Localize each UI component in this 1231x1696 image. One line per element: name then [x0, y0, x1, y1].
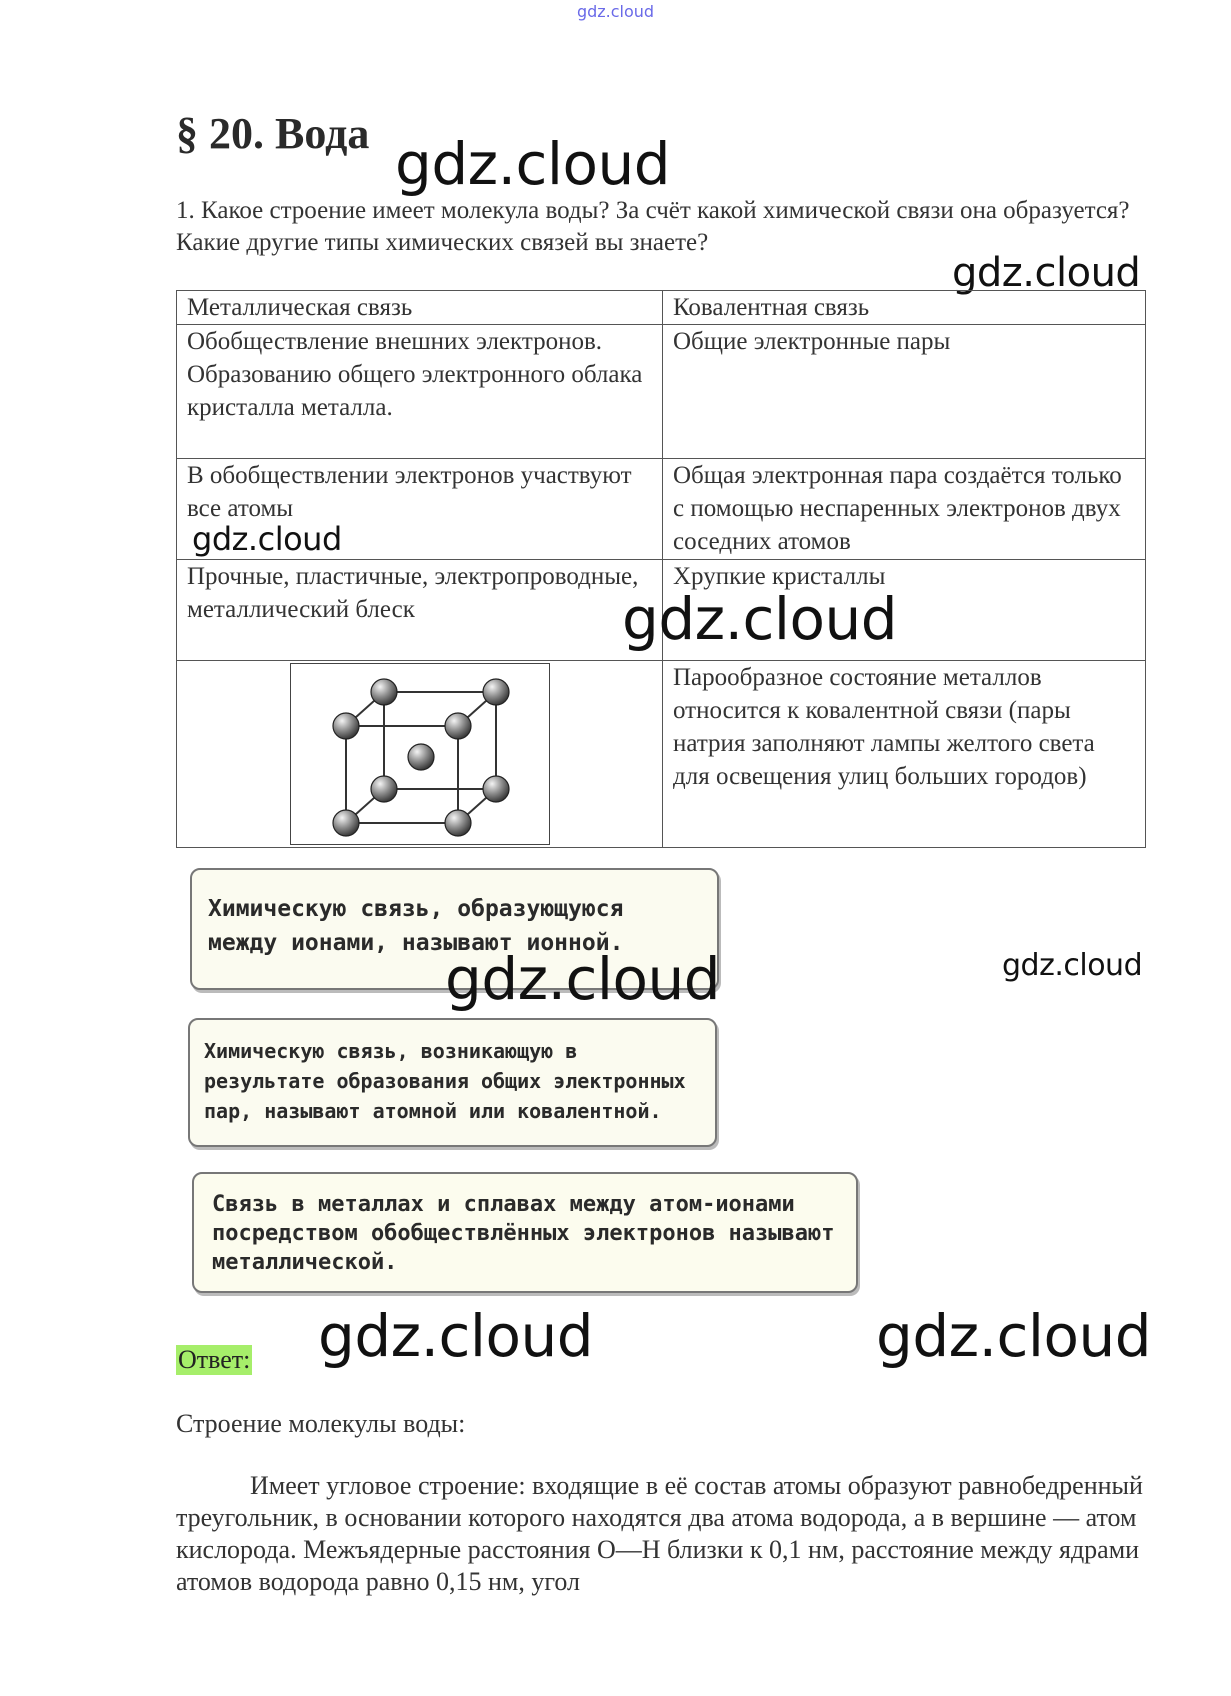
bonds-table — [176, 290, 1146, 848]
table-cell: Хрупкие кристаллы — [663, 560, 1146, 661]
table-header-cell: Ковалентная связь — [663, 291, 1146, 325]
crystal-lattice-image — [290, 663, 550, 845]
table-cell: Обобществление внешних электронов. Образованию общего электронного облака кристалла металла. — [177, 325, 663, 459]
table-row — [177, 325, 1146, 459]
table-cell: Общая электронная пара создаётся только с помощью неспаренных электронов двух соседних атомов — [663, 459, 1146, 560]
table-header-cell: Металлическая связь — [177, 291, 663, 325]
definition-text: Химическую связь, образующуюся между ионами, называют ионной. — [208, 896, 624, 956]
section-title: § 20. Вода — [176, 109, 370, 158]
table-row — [177, 661, 1146, 848]
answer-label: Ответ: — [178, 1345, 251, 1374]
watermark: gdz.cloud — [1002, 948, 1143, 983]
table-cell: Прочные, пластичные, электропроводные, металлический блеск — [177, 560, 663, 661]
definition-covalent-bond — [188, 1018, 717, 1147]
watermark-top: gdz.cloud — [576, 2, 655, 21]
table-cell-image — [177, 661, 663, 848]
table-cell: Парообразное состояние металлов относится к ковалентной связи (пары натрия заполняют лампы желтого света для освещения улиц больших городов) — [663, 661, 1146, 848]
definition-text: Связь в металлах и сплавах между атом-ионами посредством обобществлённых электронов называют металлической. — [212, 1192, 835, 1275]
answer-paragraph: Имеет угловое строение: входящие в её состав атомы образуют равнобедренный треугольник, в основании которого находятся два атома водорода, а в вершине — атом кислорода. Межъядерные расстояния О—Н близки к 0,1 нм, расстояние между ядрами атомов водорода равно 0,15 нм, угол — [176, 1471, 1143, 1596]
watermark: gdz.cloud — [445, 945, 721, 1013]
subheading: Строение молекулы воды: — [176, 1409, 466, 1438]
definition-metallic-bond — [192, 1172, 858, 1293]
watermark: gdz.cloud — [622, 585, 898, 653]
table-cell: В обобществлении электронов участвуют все атомы — [177, 459, 663, 560]
watermark: gdz.cloud — [318, 1302, 594, 1370]
table-row — [177, 291, 1146, 325]
watermark: gdz.cloud — [192, 520, 342, 558]
bcc-lattice-icon — [291, 664, 549, 844]
watermark: gdz.cloud — [395, 130, 671, 198]
definition-text: Химическую связь, возникающую в результате образования общих электронных пар, называют атомной или ковалентной. — [204, 1039, 686, 1123]
watermark: gdz.cloud — [876, 1302, 1152, 1370]
question-text: 1. Какое строение имеет молекула воды? За счёт какой химической связи она образуется? Какие другие типы химических связей вы знаете? — [176, 197, 1130, 256]
watermark: gdz.cloud — [952, 250, 1141, 296]
table-cell: Общие электронные пары — [663, 325, 1146, 459]
